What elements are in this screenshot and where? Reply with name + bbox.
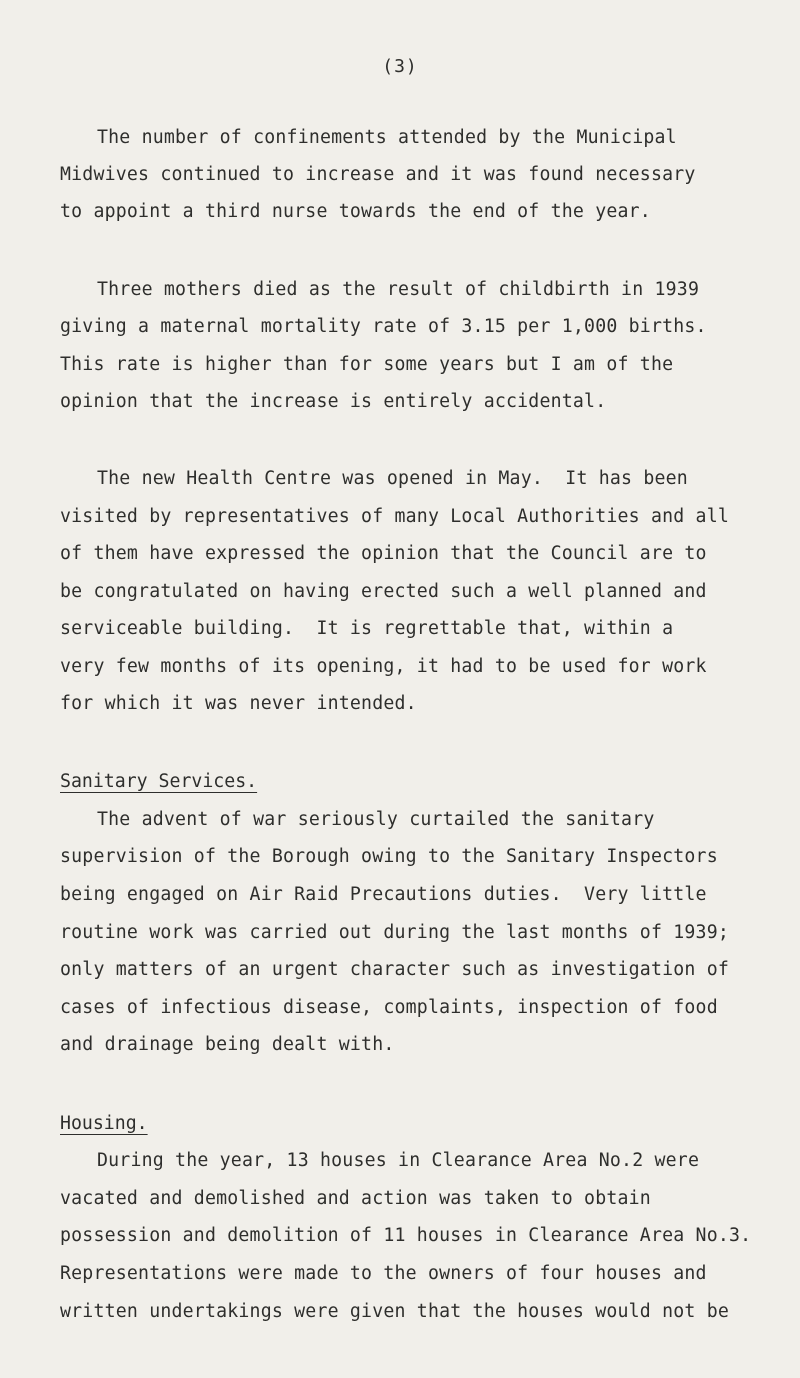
paragraph-2-line-4: opinion that the increase is entirely accidental. bbox=[60, 391, 607, 412]
paragraph-1-line-2: Midwives continued to increase and it was found necessary bbox=[60, 164, 696, 185]
paragraph-3-line-3: of them have expressed the opinion that the Council are to bbox=[60, 543, 707, 564]
housing-line-5: written undertakings were given that the houses would not be bbox=[60, 1301, 729, 1322]
paragraph-3-line-2: visited by representatives of many Local Authorities and all bbox=[60, 506, 729, 527]
paragraph-3-line-5: serviceable building. It is regrettable that, within a bbox=[60, 618, 674, 639]
paragraph-3-line-7: for which it was never intended. bbox=[60, 693, 417, 714]
housing-line-3: possession and demolition of 11 houses in Clearance Area No.3. bbox=[60, 1225, 752, 1246]
page-number: (3) bbox=[382, 56, 418, 77]
paragraph-2-line-1: Three mothers died as the result of childbirth in 1939 bbox=[97, 279, 700, 300]
paragraph-1-line-3: to appoint a third nurse towards the end of the year. bbox=[60, 201, 651, 222]
sanitary-line-5: only matters of an urgent character such as investigation of bbox=[60, 959, 729, 980]
housing-line-4: Representations were made to the owners of four houses and bbox=[60, 1263, 707, 1284]
housing-heading: Housing. bbox=[60, 1113, 148, 1134]
sanitary-line-1: The advent of war seriously curtailed the sanitary bbox=[97, 809, 655, 830]
paragraph-1-line-1: The number of confinements attended by the Municipal bbox=[97, 127, 677, 148]
sanitary-line-7: and drainage being dealt with. bbox=[60, 1034, 395, 1055]
sanitary-services-heading: Sanitary Services. bbox=[60, 771, 258, 792]
sanitary-line-4: routine work was carried out during the last months of 1939; bbox=[60, 922, 729, 943]
paragraph-3-line-4: be congratulated on having erected such a well planned and bbox=[60, 581, 707, 602]
housing-line-2: vacated and demolished and action was taken to obtain bbox=[60, 1188, 651, 1209]
paragraph-2-line-3: This rate is higher than for some years but I am of the bbox=[60, 354, 674, 375]
housing-line-1: During the year, 13 houses in Clearance Area No.2 were bbox=[97, 1150, 700, 1171]
sanitary-line-2: supervision of the Borough owing to the Sanitary Inspectors bbox=[60, 846, 718, 867]
sanitary-line-6: cases of infectious disease, complaints, inspection of food bbox=[60, 997, 718, 1018]
paragraph-3-line-1: The new Health Centre was opened in May. It has been bbox=[97, 468, 688, 489]
paragraph-2-line-2: giving a maternal mortality rate of 3.15 per 1,000 births. bbox=[60, 316, 707, 337]
paragraph-3-line-6: very few months of its opening, it had to be used for work bbox=[60, 656, 707, 677]
sanitary-line-3: being engaged on Air Raid Precautions duties. Very little bbox=[60, 884, 707, 905]
